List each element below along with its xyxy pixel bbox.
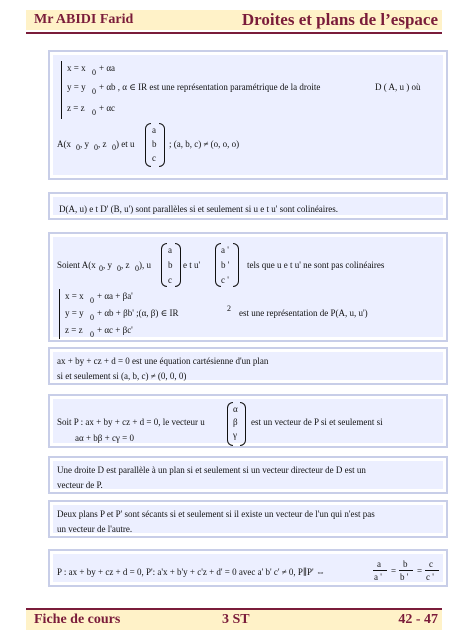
box-parallel-lines xyxy=(48,192,448,220)
header-divider xyxy=(26,32,442,34)
footer-center: 3 ST xyxy=(222,612,250,627)
footer-left: Fiche de cours xyxy=(34,612,121,627)
author-name: Mr ABIDI Farid xyxy=(34,12,134,27)
box-secant-planes: Deux plans P et P' sont sécants si et seulement si il existe un vecteur de l'un qui n'est pas un vecteur de l'autre. xyxy=(48,500,448,538)
box-parallel-planes: P : ax + by + cz + d = 0, P': a'x + b'y + c'z + d' = 0 avec a' b' c' ≠ 0, P∥P' ⇔ a a ' = b b ' = c c ' xyxy=(48,549,448,587)
eq-x: x = x xyxy=(67,63,86,73)
box-cartesian-equation: ax + by + cz + d = 0 est une équation cartésienne d'un plan si et seulement si (a, b, c) ≠ (0, 0, 0) xyxy=(48,347,448,385)
page-number: 42 - 47 xyxy=(398,612,438,627)
box-parametric-plane: Soient A(x 0 , y 0 , z 0 ), u a b c e t u' a ' b ' c ' tels que u e t u' ne sont pas colinéaires x = x 0 + αa + βa' y = y 0 + αb + βb' ;(α, β) ∈ IR 2 est une représentation de P(A, u, u') z = z 0 + αc + βc' xyxy=(48,232,448,342)
eq-z: z = z xyxy=(67,103,85,113)
box-parametric-line: x = x 0 + αa y = y 0 + αb , α ∈ IR est une représentation paramétrique de la droite D ( A, u ) où z = z 0 + αc A(x 0 , y 0 , z 0 ) et u a b c ; (a, b, c) ≠ (o, o, o) xyxy=(48,50,448,180)
box-line-parallel-plane: Une droite D est parallèle à un plan si et seulement si un vecteur directeur de D est un vecteur de P. xyxy=(48,456,448,494)
page-title: Droites et plans de l’espace xyxy=(241,10,438,29)
box-vector-of-plane: Soit P : ax + by + cz + d = 0, le vecteur u α β γ est un vecteur de P si et seulement si aα + bβ + cγ = 0 xyxy=(48,394,448,448)
system-brace xyxy=(61,61,62,119)
page-header xyxy=(26,10,442,30)
eq-y: y = y xyxy=(67,82,86,92)
point-a: A(x xyxy=(57,139,71,149)
parallel-lines-text: D(A, u) e t D' (B, u') sont parallèles si et seulement si u e t u' sont colinéaires. xyxy=(59,204,339,214)
page-footer xyxy=(26,608,442,630)
